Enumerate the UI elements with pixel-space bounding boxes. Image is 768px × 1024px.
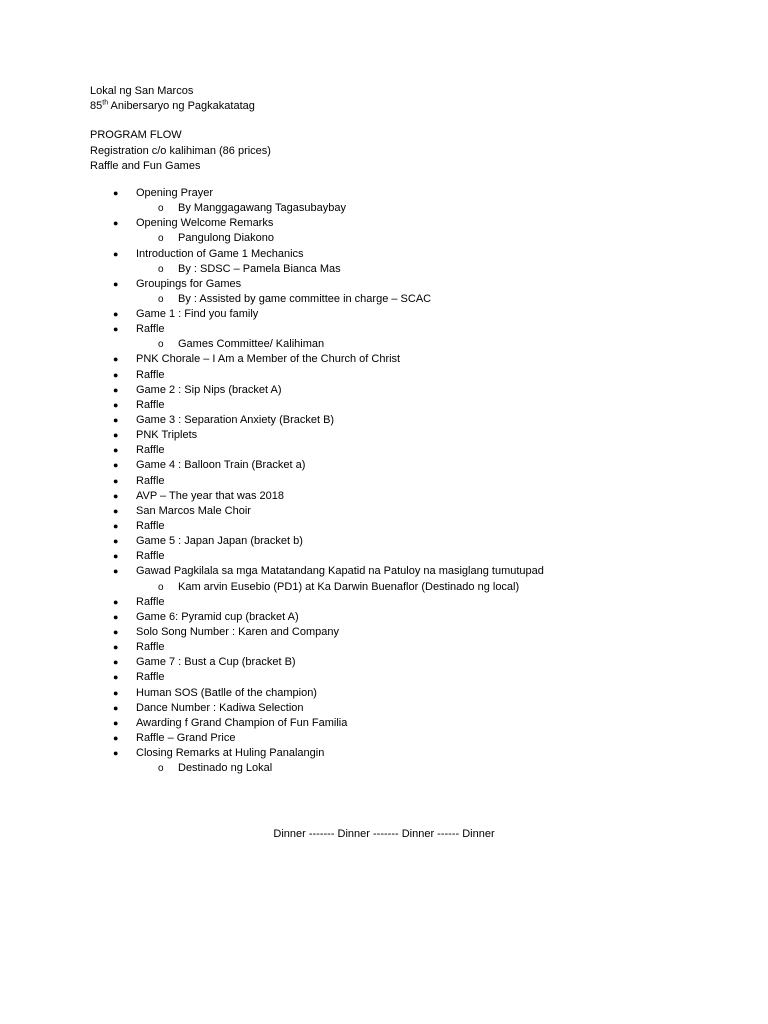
- program-subitem-list: [134, 580, 730, 595]
- program-subitem: [134, 292, 730, 307]
- program-item-text: PNK Chorale – I Am a Member of the Church of Christ: [136, 353, 401, 366]
- program-item-text: Gawad Pagkilala sa mga Matatandang Kapatid na Patuloy na masiglang tumutupad: [136, 565, 544, 578]
- bullet-icon: ●: [113, 733, 119, 743]
- program-list: [90, 186, 730, 776]
- program-item-text: Awarding f Grand Champion of Fun Familia: [136, 716, 348, 729]
- anniversary-suffix: th: [102, 99, 109, 107]
- program-item: [90, 186, 730, 216]
- program-item-text: AVP – The year that was 2018: [136, 489, 284, 502]
- program-item: [90, 746, 730, 776]
- program-item-text: Opening Prayer: [136, 186, 214, 199]
- program-item: [90, 489, 730, 504]
- program-subitem-text: Kam arvin Eusebio (PD1) at Ka Darwin Buenaflor (Destinado ng local): [178, 580, 520, 593]
- bullet-icon: ●: [113, 415, 119, 426]
- program-subitem: [134, 580, 730, 595]
- program-item-text: Introduction of Game 1 Mechanics: [136, 247, 304, 260]
- program-item: [90, 670, 730, 685]
- sub-bullet-icon: o: [158, 581, 164, 593]
- document-body: [90, 84, 730, 776]
- program-subitem-list: [134, 231, 730, 246]
- program-item: [90, 549, 730, 564]
- registration-line: Registration c/o kalihiman (86 prices): [90, 144, 271, 157]
- program-item-text: Opening Welcome Remarks: [136, 217, 274, 230]
- bullet-icon: ●: [113, 657, 119, 668]
- org-name: Lokal ng San Marcos: [90, 85, 194, 97]
- program-item: [90, 398, 730, 413]
- bullet-icon: ●: [113, 536, 119, 547]
- bullet-icon: ●: [113, 611, 119, 622]
- program-subitem: [134, 761, 730, 776]
- sub-bullet-icon: o: [158, 263, 164, 275]
- program-item-text: Raffle: [136, 474, 165, 487]
- program-item: [90, 519, 730, 534]
- program-item: [90, 640, 730, 655]
- program-flow-title: PROGRAM FLOW: [90, 129, 182, 142]
- program-item-text: Human SOS (Batlle of the champion): [136, 686, 317, 699]
- program-item-text: Dance Number : Kadiwa Selection: [136, 701, 304, 714]
- program-item: [90, 383, 730, 398]
- sub-bullet-icon: o: [158, 763, 164, 775]
- program-subitem: [134, 231, 730, 246]
- program-item-text: Raffle – Grand Price: [136, 732, 236, 744]
- sub-bullet-icon: o: [158, 339, 164, 351]
- bullet-icon: ●: [113, 551, 119, 562]
- bullet-icon: ●: [113, 324, 119, 335]
- program-subitem-list: [134, 201, 730, 216]
- program-subitem-list: [134, 761, 730, 776]
- bullet-icon: ●: [113, 642, 119, 653]
- program-item-text: Solo Song Number : Karen and Company: [136, 626, 340, 639]
- raffle-games-line: Raffle and Fun Games: [90, 159, 201, 172]
- program-item-text: Raffle: [136, 520, 165, 533]
- program-subitem-text: By : Assisted by game committee in charge – SCAC: [178, 292, 432, 305]
- program-item: [90, 443, 730, 458]
- program-item: [90, 595, 730, 610]
- program-item: [90, 534, 730, 549]
- program-item: [90, 701, 730, 716]
- sub-bullet-icon: o: [158, 233, 164, 245]
- program-item-text: Game 5 : Japan Japan (bracket b): [136, 535, 303, 548]
- program-item: [90, 686, 730, 701]
- program-subitem-text: Games Committee/ Kalihiman: [178, 338, 325, 351]
- sub-bullet-icon: o: [158, 293, 164, 305]
- bullet-icon: ●: [113, 369, 119, 380]
- bullet-icon: ●: [113, 248, 119, 259]
- program-subitem-list: [134, 337, 730, 352]
- bullet-icon: ●: [113, 278, 119, 289]
- bullet-icon: ●: [113, 687, 119, 698]
- program-item: [90, 474, 730, 489]
- program-item: [90, 610, 730, 625]
- program-subitem-text: Pangulong Diakono: [178, 232, 275, 245]
- program-item-text: Raffle: [136, 671, 165, 684]
- program-item: [90, 504, 730, 519]
- program-item-text: Closing Remarks at Huling Panalangin: [136, 747, 325, 760]
- program-item: [90, 322, 730, 352]
- program-subitem: [134, 262, 730, 277]
- program-item: [90, 368, 730, 383]
- program-item: [90, 352, 730, 367]
- program-item-text: Raffle: [136, 444, 165, 457]
- bullet-icon: ●: [113, 521, 119, 532]
- bullet-icon: ●: [113, 218, 119, 229]
- program-item: [90, 413, 730, 428]
- program-item: [90, 247, 730, 277]
- program-subitem-text: By : SDSC – Pamela Bianca Mas: [178, 262, 341, 275]
- dinner-text: Dinner ------- Dinner ------- Dinner ------ Dinner: [273, 828, 495, 840]
- bullet-icon: ●: [113, 490, 119, 501]
- program-item-text: Raffle: [136, 550, 165, 563]
- bullet-icon: ●: [113, 399, 119, 410]
- bullet-icon: ●: [113, 702, 119, 713]
- bullet-icon: ●: [113, 354, 119, 365]
- bullet-icon: ●: [113, 505, 119, 516]
- program-item-text: Game 3 : Separation Anxiety (Bracket B): [136, 414, 335, 427]
- bullet-icon: ●: [113, 566, 119, 577]
- program-subitem-text: Destinado ng Lokal: [178, 762, 273, 775]
- program-item-text: Game 2 : Sip Nips (bracket A): [136, 383, 282, 396]
- anniversary-title: [90, 99, 730, 114]
- program-item: [90, 458, 730, 473]
- program-item-text: Raffle: [136, 595, 165, 608]
- bullet-icon: ●: [113, 717, 119, 728]
- dinner-footer: [0, 828, 768, 840]
- program-subitem: [134, 337, 730, 352]
- program-item: [90, 716, 730, 731]
- bullet-icon: ●: [113, 596, 119, 607]
- program-subitem: [134, 201, 730, 216]
- program-item: [90, 564, 730, 594]
- program-item-text: San Marcos Male Choir: [136, 504, 251, 517]
- bullet-icon: ●: [113, 672, 119, 683]
- program-item-text: PNK Triplets: [136, 429, 198, 442]
- bullet-icon: ●: [113, 384, 119, 395]
- program-subitem-list: [134, 262, 730, 277]
- program-item-text: Game 1 : Find you family: [136, 308, 259, 321]
- program-subitem-text: By Manggagawang Tagasubaybay: [178, 202, 346, 215]
- sub-bullet-icon: o: [158, 203, 164, 215]
- bullet-icon: ●: [113, 627, 119, 638]
- bullet-icon: ●: [113, 475, 119, 486]
- program-item: [90, 216, 730, 246]
- program-item: [90, 731, 730, 746]
- program-item: [90, 307, 730, 322]
- program-item: [90, 428, 730, 443]
- bullet-icon: ●: [113, 187, 119, 198]
- bullet-icon: ●: [113, 460, 119, 471]
- program-item: [90, 655, 730, 670]
- program-item-text: Game 6: Pyramid cup (bracket A): [136, 610, 299, 623]
- program-item: [90, 625, 730, 640]
- bullet-icon: ●: [113, 748, 119, 759]
- bullet-icon: ●: [113, 445, 119, 456]
- program-item-text: Raffle: [136, 398, 165, 411]
- program-item-text: Game 4 : Balloon Train (Bracket a): [136, 459, 306, 472]
- program-item-text: Raffle: [136, 368, 165, 381]
- anniversary-number: 85: [90, 100, 103, 113]
- anniversary-text: Anibersaryo ng Pagkakatatag: [108, 100, 255, 113]
- program-item-text: Raffle: [136, 641, 165, 654]
- bullet-icon: ●: [113, 309, 119, 320]
- program-item-text: Raffle: [136, 323, 165, 336]
- program-item: [90, 277, 730, 307]
- bullet-icon: ●: [113, 430, 119, 441]
- program-item-text: Game 7 : Bust a Cup (bracket B): [136, 656, 296, 669]
- program-subitem-list: [134, 292, 730, 307]
- program-item-text: Groupings for Games: [136, 277, 242, 290]
